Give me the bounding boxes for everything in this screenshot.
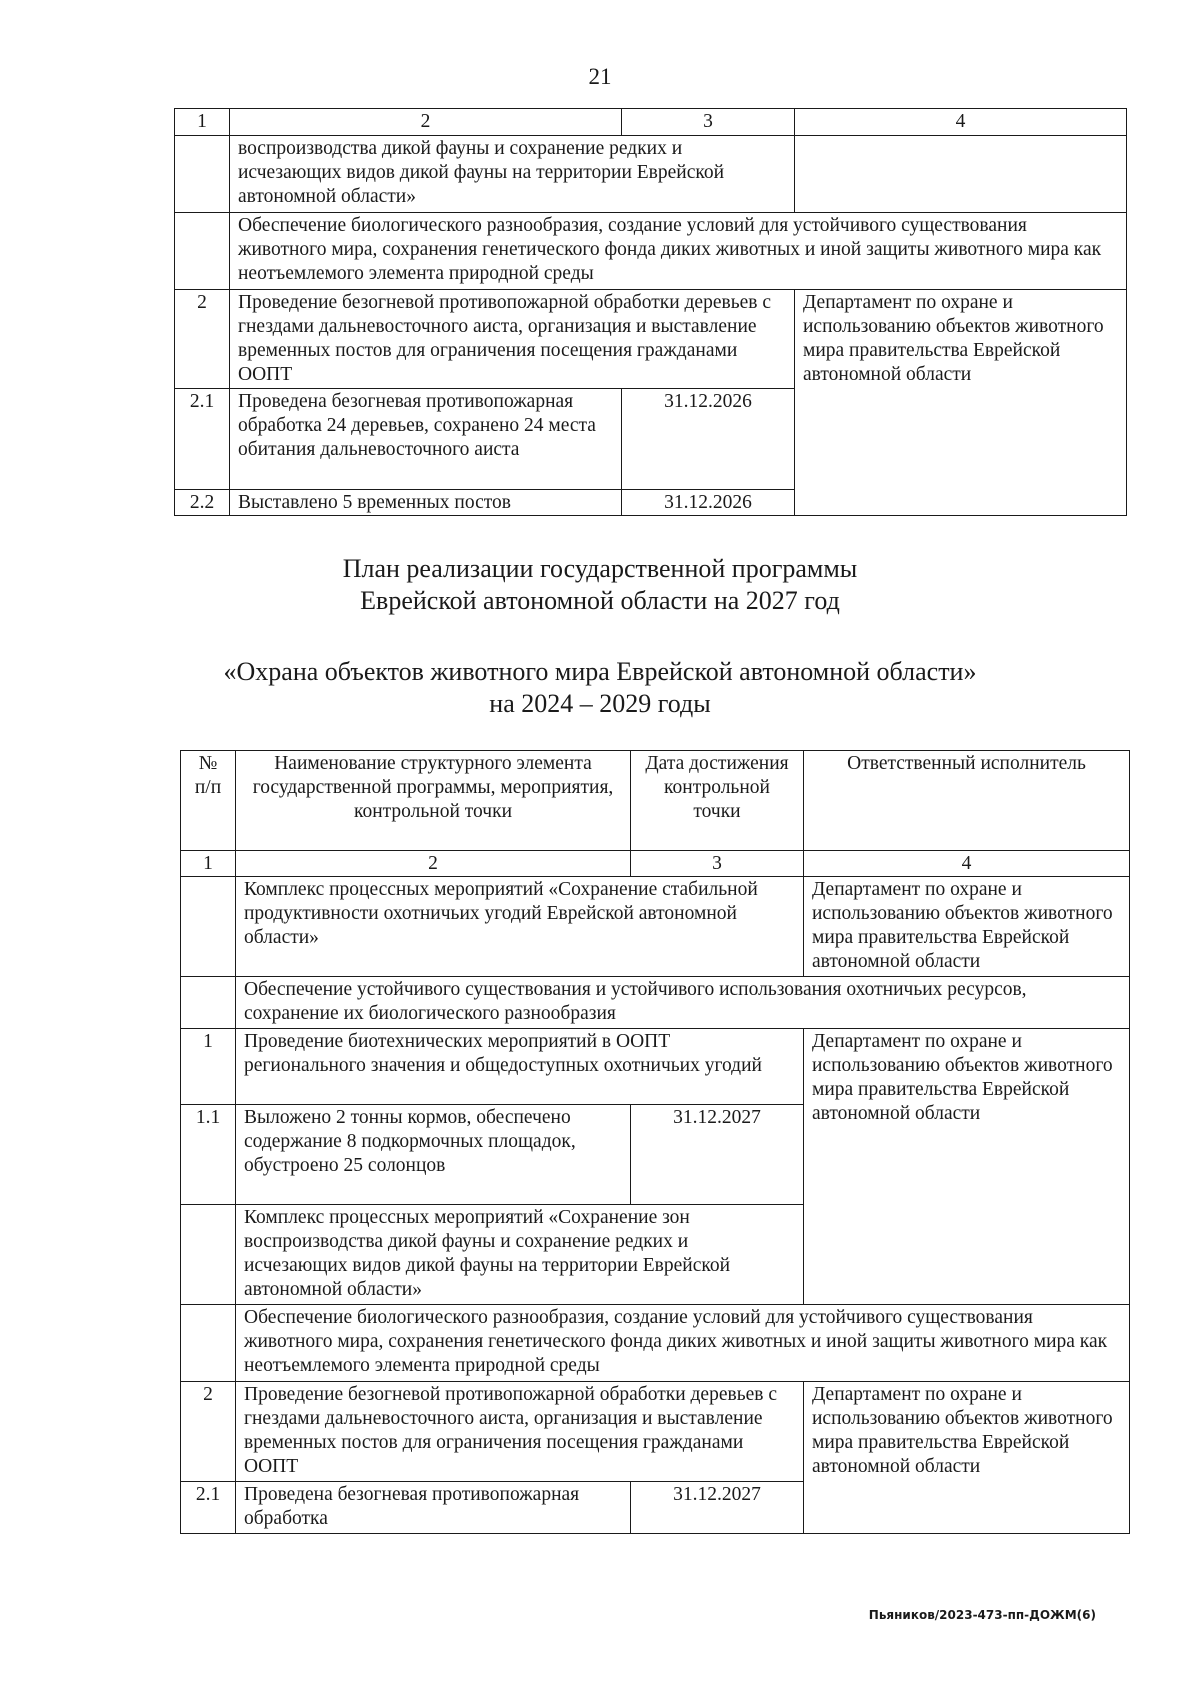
plan-heading-line: План реализации государственной программы	[342, 554, 858, 583]
program-heading	[0, 656, 1200, 720]
row-number: 2.1	[181, 1482, 236, 1534]
row-number: 2	[181, 1382, 236, 1482]
program-heading-line: «Охрана объектов животного мира Еврейской автономной области»	[223, 657, 977, 686]
plan-heading-line: Еврейской автономной области на 2027 год	[360, 586, 840, 615]
page-number: 21	[588, 64, 612, 89]
row-number	[181, 977, 236, 1029]
row-number	[175, 213, 230, 290]
column-header-responsible: Ответственный исполнитель	[804, 751, 1130, 851]
row-number: 1.1	[181, 1105, 236, 1205]
row-date: 31.12.2027	[631, 1105, 804, 1205]
column-header-date: Дата достижения контрольной точки	[631, 751, 804, 851]
row-number: 2.1	[175, 389, 230, 490]
row-text: Проведение безогневой противопожарной обработки деревьев с гнездами дальневосточного аиста, организация и выставление временных постов для ограничения посещения гражданами ООПТ	[236, 1382, 804, 1482]
table-row	[175, 213, 1127, 290]
row-date: 31.12.2027	[631, 1482, 804, 1534]
row-number: 2	[175, 290, 230, 389]
plan-table-2026-continued	[174, 108, 1127, 516]
column-index: 4	[795, 109, 1127, 136]
row-responsible: Департамент по охране и использованию объектов животного мира правительства Еврейской автономной области	[795, 290, 1127, 516]
table-row	[181, 877, 1130, 977]
column-header-element: Наименование структурного элемента государственной программы, мероприятия, контрольной точки	[236, 751, 631, 851]
row-text: Проведена безогневая противопожарная обработка 24 деревьев, сохранено 24 места обитания дальневосточного аиста	[230, 389, 622, 490]
row-responsible	[795, 136, 1127, 213]
row-number	[181, 877, 236, 977]
row-text: Обеспечение устойчивого существования и устойчивого использования охотничьих ресурсов, сохранение их биологического разнообразия	[236, 977, 1130, 1029]
row-responsible: Департамент по охране и использованию объектов животного мира правительства Еврейской автономной области	[804, 1382, 1130, 1534]
column-header-number: № п/п	[181, 751, 236, 851]
row-text: Выложено 2 тонны кормов, обеспечено содержание 8 подкормочных площадок, обустроено 25 солонцов	[236, 1105, 631, 1205]
row-responsible: Департамент по охране и использованию объектов животного мира правительства Еврейской автономной области	[804, 877, 1130, 977]
column-index: 3	[622, 109, 795, 136]
row-number	[181, 1205, 236, 1305]
column-index: 2	[230, 109, 622, 136]
row-date: 31.12.2026	[622, 389, 795, 490]
row-text: Проведение биотехнических мероприятий в ООПТ регионального значения и общедоступных охотничьих угодий	[236, 1029, 804, 1105]
row-responsible: Департамент по охране и использованию объектов животного мира правительства Еврейской автономной области	[804, 1029, 1130, 1305]
plan-heading	[0, 553, 1200, 617]
row-number: 1	[181, 1029, 236, 1105]
row-text: Обеспечение биологического разнообразия, создание условий для устойчивого существования животного мира, сохранения генетического фонда диких животных и иной защиты животного мира как неотъемлемого элемента природной среды	[236, 1305, 1130, 1382]
table-index-row	[181, 851, 1130, 877]
plan-table-2027	[180, 750, 1130, 1534]
row-number	[181, 1305, 236, 1382]
row-date: 31.12.2026	[622, 490, 795, 516]
table-header-row	[181, 751, 1130, 851]
table-row	[175, 290, 1127, 389]
column-index: 3	[631, 851, 804, 877]
row-number: 2.2	[175, 490, 230, 516]
table-row	[181, 1029, 1130, 1105]
row-text: Обеспечение биологического разнообразия, создание условий для устойчивого существования животного мира, сохранения генетического фонда диких животных и иной защиты животного мира как неотъемлемого элемента природной среды	[230, 213, 1127, 290]
column-index: 1	[181, 851, 236, 877]
row-text: Комплекс процессных мероприятий «Сохранение зон воспроизводства дикой фауны и сохранение редких и исчезающих видов дикой фауны на территории Еврейской автономной области»	[236, 1205, 804, 1305]
table-row	[181, 1305, 1130, 1382]
table-row	[175, 136, 1127, 213]
document-code: Пьяников/2023-473-пп-ДОЖМ(6)	[868, 1608, 1096, 1622]
table-row	[181, 1382, 1130, 1482]
row-number	[175, 136, 230, 213]
program-heading-line: на 2024 – 2029 годы	[489, 689, 711, 718]
column-index: 1	[175, 109, 230, 136]
row-text: Комплекс процессных мероприятий «Сохранение стабильной продуктивности охотничьих угодий Еврейской автономной области»	[236, 877, 804, 977]
row-text: Проведена безогневая противопожарная обработка	[236, 1482, 631, 1534]
column-index: 2	[236, 851, 631, 877]
table-index-row	[175, 109, 1127, 136]
row-text: Проведение безогневой противопожарной обработки деревьев с гнездами дальневосточного аиста, организация и выставление временных постов для ограничения посещения гражданами ООПТ	[230, 290, 795, 389]
row-text: Выставлено 5 временных постов	[230, 490, 622, 516]
row-text: воспроизводства дикой фауны и сохранение редких и исчезающих видов дикой фауны на территории Еврейской автономной области»	[230, 136, 795, 213]
column-index: 4	[804, 851, 1130, 877]
table-row	[181, 977, 1130, 1029]
